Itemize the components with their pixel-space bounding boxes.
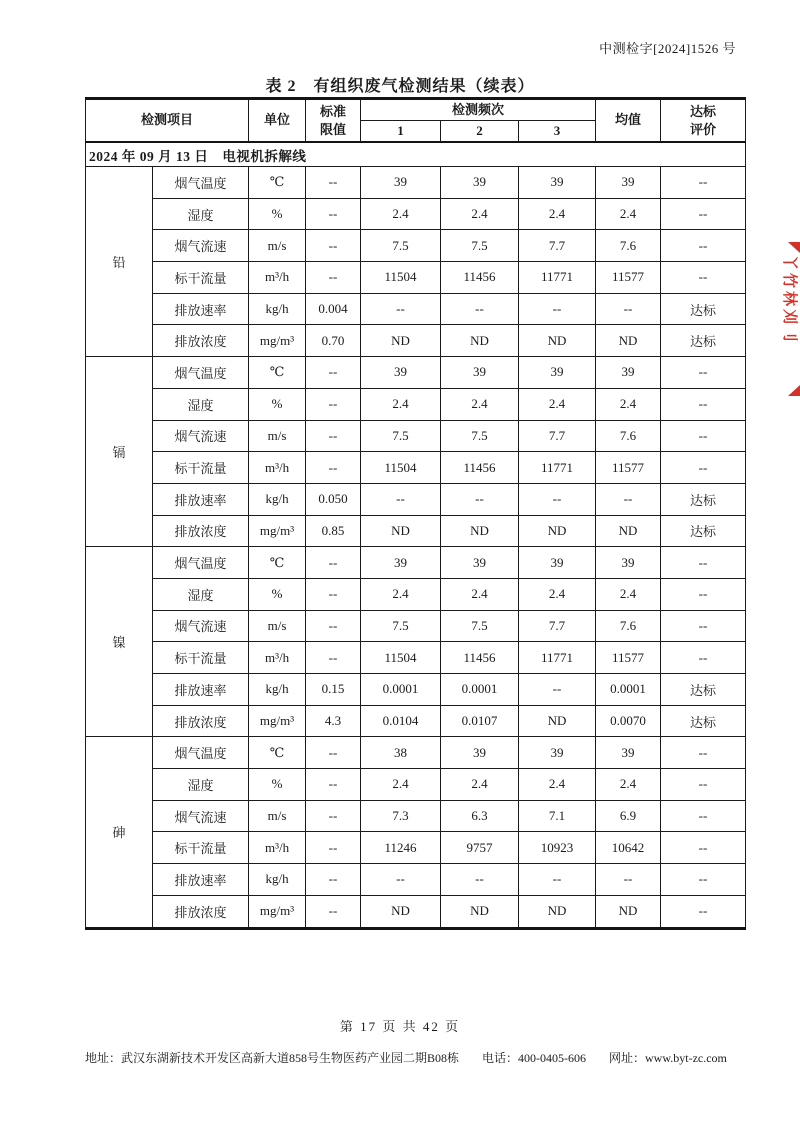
cell-mean: ND: [596, 325, 661, 357]
cell-v3: 7.7: [519, 420, 596, 452]
cell-v1: 2.4: [361, 769, 441, 801]
cell-mean: --: [596, 864, 661, 896]
cell-unit: %: [249, 769, 306, 801]
cell-v3: 11771: [519, 642, 596, 674]
cell-v3: 7.7: [519, 230, 596, 262]
cell-mean: ND: [596, 895, 661, 928]
cell-param: 烟气温度: [153, 167, 249, 199]
cell-param: 烟气流速: [153, 230, 249, 262]
cell-v2: 11456: [441, 262, 519, 294]
cell-unit: %: [249, 578, 306, 610]
cell-param: 排放速率: [153, 864, 249, 896]
cell-v2: 7.5: [441, 420, 519, 452]
page-indicator: 第 17 页 共 42 页: [339, 1019, 461, 1034]
cell-limit: --: [306, 832, 361, 864]
table-row: [86, 198, 746, 230]
table-row: [86, 167, 746, 199]
cell-v1: 7.5: [361, 230, 441, 262]
cell-eval: 达标: [661, 325, 746, 357]
cell-v3: --: [519, 483, 596, 515]
cell-eval: --: [661, 262, 746, 294]
cell-mean: 11577: [596, 452, 661, 484]
cell-param: 排放速率: [153, 674, 249, 706]
cell-unit: kg/h: [249, 293, 306, 325]
cell-param: 标干流量: [153, 262, 249, 294]
cell-v1: 2.4: [361, 578, 441, 610]
seal-glyphs: 丫竹林刈刂: [781, 255, 797, 346]
cell-limit: --: [306, 642, 361, 674]
cell-eval: --: [661, 198, 746, 230]
cell-unit: mg/m³: [249, 515, 306, 547]
cell-v2: 9757: [441, 832, 519, 864]
cell-v3: 7.7: [519, 610, 596, 642]
cell-limit: 0.050: [306, 483, 361, 515]
cell-v1: 7.5: [361, 610, 441, 642]
cell-mean: 39: [596, 357, 661, 389]
col-header-eval: [661, 99, 746, 143]
group-name-cell: 镍: [86, 547, 153, 737]
cell-v2: 2.4: [441, 769, 519, 801]
cell-v1: ND: [361, 515, 441, 547]
cell-param: 湿度: [153, 769, 249, 801]
table-row: [86, 864, 746, 896]
table-row: [86, 769, 746, 801]
footer-website: 网址：www.byt-zc.com: [609, 1051, 727, 1065]
cell-v3: ND: [519, 515, 596, 547]
cell-param: 排放浓度: [153, 705, 249, 737]
cell-mean: 11577: [596, 262, 661, 294]
cell-eval: --: [661, 832, 746, 864]
col-header-freq-1: 1: [361, 121, 441, 143]
table-row: [86, 895, 746, 928]
col-header-limit: [306, 99, 361, 143]
cell-v2: 39: [441, 737, 519, 769]
cell-v3: 7.1: [519, 800, 596, 832]
cell-limit: --: [306, 864, 361, 896]
cell-unit: m/s: [249, 610, 306, 642]
cell-v3: 2.4: [519, 769, 596, 801]
cell-v1: 7.5: [361, 420, 441, 452]
cell-v1: 0.0001: [361, 674, 441, 706]
cell-v1: 11246: [361, 832, 441, 864]
cell-eval: 达标: [661, 293, 746, 325]
cell-mean: 39: [596, 737, 661, 769]
cell-limit: 0.85: [306, 515, 361, 547]
cell-v2: 11456: [441, 642, 519, 674]
cell-v3: ND: [519, 705, 596, 737]
cell-limit: 0.15: [306, 674, 361, 706]
cell-mean: 0.0001: [596, 674, 661, 706]
cell-v1: ND: [361, 325, 441, 357]
cell-v2: 2.4: [441, 198, 519, 230]
cell-limit: --: [306, 262, 361, 294]
cell-mean: 6.9: [596, 800, 661, 832]
cell-unit: ℃: [249, 547, 306, 579]
cell-unit: kg/h: [249, 483, 306, 515]
footer-phone: 电话：400-0405-606: [482, 1051, 587, 1065]
cell-mean: 2.4: [596, 388, 661, 420]
footer-address: 地址：武汉东湖新技术开发区高新大道858号生物医药产业园二期B08栋: [85, 1051, 460, 1065]
cell-unit: %: [249, 198, 306, 230]
document-ref-number: 中测检字[2024]1526 号: [599, 41, 736, 56]
table-row: [86, 578, 746, 610]
section-date-row: 2024 年 09 月 13 日 电视机拆解线: [86, 142, 746, 167]
cell-v3: 2.4: [519, 578, 596, 610]
cell-unit: mg/m³: [249, 705, 306, 737]
cell-limit: --: [306, 547, 361, 579]
cell-mean: 2.4: [596, 769, 661, 801]
cell-limit: --: [306, 737, 361, 769]
cell-limit: --: [306, 769, 361, 801]
table-row: [86, 674, 746, 706]
cell-mean: 2.4: [596, 578, 661, 610]
cell-v2: 7.5: [441, 230, 519, 262]
cell-param: 烟气流速: [153, 420, 249, 452]
col-header-freq-3: 3: [519, 121, 596, 143]
cell-unit: kg/h: [249, 864, 306, 896]
cell-param: 烟气流速: [153, 800, 249, 832]
table-body: [86, 142, 746, 928]
cell-v3: 2.4: [519, 198, 596, 230]
table-row: [86, 388, 746, 420]
cell-v1: --: [361, 483, 441, 515]
cell-eval: 达标: [661, 705, 746, 737]
cell-limit: --: [306, 895, 361, 928]
cell-v2: ND: [441, 325, 519, 357]
table-title: 表 2 有组织废气检测结果（续表）: [265, 78, 535, 95]
cell-v3: 11771: [519, 452, 596, 484]
table-row: [86, 357, 746, 389]
table-row: [86, 800, 746, 832]
cell-v3: ND: [519, 895, 596, 928]
cell-v3: 39: [519, 547, 596, 579]
cell-unit: ℃: [249, 737, 306, 769]
cell-mean: 0.0070: [596, 705, 661, 737]
cell-eval: --: [661, 452, 746, 484]
table-row: [86, 325, 746, 357]
cell-eval: --: [661, 357, 746, 389]
cell-v3: 11771: [519, 262, 596, 294]
cell-v1: 38: [361, 737, 441, 769]
cell-v1: 11504: [361, 262, 441, 294]
cell-v2: 2.4: [441, 578, 519, 610]
cell-v2: 39: [441, 547, 519, 579]
cell-eval: --: [661, 547, 746, 579]
cell-eval: --: [661, 610, 746, 642]
group-name-cell: 砷: [86, 737, 153, 928]
col-header-eval-line2: 评价: [690, 121, 717, 137]
table-row: [86, 610, 746, 642]
cell-limit: 0.70: [306, 325, 361, 357]
cell-mean: 2.4: [596, 198, 661, 230]
cell-eval: --: [661, 642, 746, 674]
cell-unit: m³/h: [249, 262, 306, 294]
cell-v1: 2.4: [361, 388, 441, 420]
table-header: [86, 99, 746, 143]
col-header-frequency: 检测频次: [361, 99, 596, 121]
cell-unit: m/s: [249, 800, 306, 832]
cell-eval: 达标: [661, 515, 746, 547]
cell-v1: 7.3: [361, 800, 441, 832]
cell-mean: --: [596, 293, 661, 325]
cell-v1: 11504: [361, 452, 441, 484]
cell-eval: --: [661, 167, 746, 199]
cell-eval: --: [661, 737, 746, 769]
cell-v1: 2.4: [361, 198, 441, 230]
cell-limit: --: [306, 420, 361, 452]
cell-v2: 0.0107: [441, 705, 519, 737]
cell-param: 湿度: [153, 388, 249, 420]
cell-param: 排放浓度: [153, 895, 249, 928]
cell-mean: --: [596, 483, 661, 515]
cell-param: 烟气温度: [153, 547, 249, 579]
cell-v3: 2.4: [519, 388, 596, 420]
footer-contact-line: [85, 1049, 765, 1066]
cell-unit: mg/m³: [249, 325, 306, 357]
cell-unit: m³/h: [249, 452, 306, 484]
cell-unit: ℃: [249, 357, 306, 389]
cell-v2: 39: [441, 357, 519, 389]
cell-mean: 7.6: [596, 420, 661, 452]
cell-mean: 10642: [596, 832, 661, 864]
cell-v2: 2.4: [441, 388, 519, 420]
table-row: [86, 293, 746, 325]
cell-v2: 6.3: [441, 800, 519, 832]
cell-param: 标干流量: [153, 452, 249, 484]
cell-eval: --: [661, 388, 746, 420]
cell-limit: --: [306, 357, 361, 389]
cell-mean: 7.6: [596, 230, 661, 262]
cell-param: 排放速率: [153, 293, 249, 325]
cell-v2: 39: [441, 167, 519, 199]
cell-v2: ND: [441, 515, 519, 547]
cell-v1: 39: [361, 167, 441, 199]
table-row: [86, 832, 746, 864]
col-header-limit-line2: 限值: [320, 121, 347, 137]
col-header-freq-2: 2: [441, 121, 519, 143]
cell-unit: ℃: [249, 167, 306, 199]
cell-param: 湿度: [153, 578, 249, 610]
cell-v1: ND: [361, 895, 441, 928]
cell-param: 标干流量: [153, 642, 249, 674]
cell-v3: 39: [519, 737, 596, 769]
cell-param: 标干流量: [153, 832, 249, 864]
cell-limit: --: [306, 388, 361, 420]
cell-v1: --: [361, 864, 441, 896]
table-row: [86, 547, 746, 579]
cell-param: 排放浓度: [153, 325, 249, 357]
cell-eval: --: [661, 800, 746, 832]
col-header-eval-line1: 达标: [690, 103, 717, 119]
cell-unit: m/s: [249, 230, 306, 262]
cell-limit: 4.3: [306, 705, 361, 737]
cell-v2: --: [441, 293, 519, 325]
cell-unit: m/s: [249, 420, 306, 452]
col-header-item: 检测项目: [86, 99, 249, 143]
table-row: [86, 737, 746, 769]
cell-v1: 39: [361, 547, 441, 579]
cell-limit: --: [306, 800, 361, 832]
cell-v3: 10923: [519, 832, 596, 864]
cell-v3: --: [519, 293, 596, 325]
table-row: [86, 642, 746, 674]
table-row: [86, 483, 746, 515]
cell-v1: 39: [361, 357, 441, 389]
cell-v3: --: [519, 674, 596, 706]
table-row: [86, 230, 746, 262]
cell-limit: 0.004: [306, 293, 361, 325]
cell-eval: 达标: [661, 483, 746, 515]
cell-unit: kg/h: [249, 674, 306, 706]
cell-limit: --: [306, 198, 361, 230]
cell-v1: 11504: [361, 642, 441, 674]
cell-limit: --: [306, 610, 361, 642]
cell-eval: --: [661, 769, 746, 801]
cell-eval: --: [661, 578, 746, 610]
cell-param: 排放浓度: [153, 515, 249, 547]
cell-eval: 达标: [661, 674, 746, 706]
table-row: [86, 452, 746, 484]
cell-param: 烟气温度: [153, 737, 249, 769]
cell-unit: %: [249, 388, 306, 420]
cell-param: 排放速率: [153, 483, 249, 515]
cell-mean: 39: [596, 167, 661, 199]
table-row: [86, 515, 746, 547]
cell-v2: --: [441, 483, 519, 515]
cell-v3: --: [519, 864, 596, 896]
results-table: [85, 97, 746, 930]
cell-eval: --: [661, 420, 746, 452]
cell-param: 烟气温度: [153, 357, 249, 389]
cell-mean: ND: [596, 515, 661, 547]
cell-eval: --: [661, 895, 746, 928]
table-row: [86, 705, 746, 737]
cell-v3: 39: [519, 357, 596, 389]
cell-unit: m³/h: [249, 642, 306, 674]
cell-v1: --: [361, 293, 441, 325]
group-name-cell: 镉: [86, 357, 153, 547]
cell-v2: --: [441, 864, 519, 896]
cell-limit: --: [306, 230, 361, 262]
cell-unit: m³/h: [249, 832, 306, 864]
cell-mean: 11577: [596, 642, 661, 674]
seal-corner-top-icon: [788, 242, 800, 253]
col-header-unit: 单位: [249, 99, 306, 143]
red-seal-fragment: [778, 242, 800, 396]
cell-v2: 11456: [441, 452, 519, 484]
cell-v2: 7.5: [441, 610, 519, 642]
cell-v3: 39: [519, 167, 596, 199]
seal-corner-bottom-icon: [788, 385, 800, 396]
table-row: [86, 420, 746, 452]
cell-limit: --: [306, 578, 361, 610]
col-header-limit-line1: 标准: [320, 103, 347, 119]
cell-eval: --: [661, 230, 746, 262]
cell-mean: 7.6: [596, 610, 661, 642]
cell-param: 湿度: [153, 198, 249, 230]
cell-v3: ND: [519, 325, 596, 357]
cell-v1: 0.0104: [361, 705, 441, 737]
cell-limit: --: [306, 452, 361, 484]
cell-mean: 39: [596, 547, 661, 579]
col-header-mean: 均值: [596, 99, 661, 143]
cell-v2: 0.0001: [441, 674, 519, 706]
cell-unit: mg/m³: [249, 895, 306, 928]
cell-param: 烟气流速: [153, 610, 249, 642]
cell-limit: --: [306, 167, 361, 199]
cell-v2: ND: [441, 895, 519, 928]
cell-eval: --: [661, 864, 746, 896]
table-row: [86, 262, 746, 294]
group-name-cell: 铅: [86, 167, 153, 357]
